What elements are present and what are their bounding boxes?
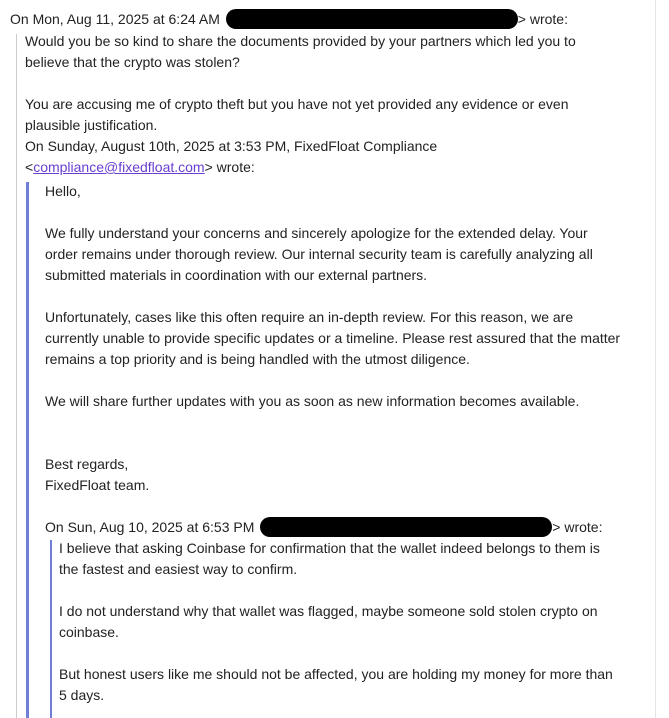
compliance-attribution-prefix: On Sun, Aug 10, 2025 at 6:53 PM bbox=[45, 519, 255, 535]
compliance-signoff: Best regards, bbox=[45, 456, 129, 472]
reply1-p2-line1: You are accusing me of crypto theft but you have not yet provided any evidence or even bbox=[25, 96, 569, 112]
compliance-p2-line2: currently unable to provide specific updates or a timeline. Please rest assured that the matter bbox=[45, 330, 621, 346]
compliance-p2-line3: remains a top priority and is being handled with the utmost diligence. bbox=[45, 351, 470, 367]
quote-bar-level-3 bbox=[50, 540, 52, 718]
attr-close: > wrote: bbox=[204, 159, 255, 175]
user2-p2-line2: coinbase. bbox=[59, 624, 119, 640]
quote-header bbox=[10, 9, 568, 30]
reply1-attribution-line2 bbox=[25, 157, 255, 178]
user2-p3-line1: But honest users like me should not be affected, you are holding my money for more than bbox=[59, 666, 613, 682]
redacted-sender bbox=[226, 9, 518, 29]
attr-open-bracket: < bbox=[25, 159, 34, 175]
user2-p1-line2: the fastest and easiest way to confirm. bbox=[59, 561, 298, 577]
compliance-greeting: Hello, bbox=[45, 183, 81, 199]
compliance-p3: We will share further updates with you as soon as new information becomes available. bbox=[45, 393, 580, 409]
pane-border bbox=[655, 0, 656, 718]
quote-header-prefix: On Mon, Aug 11, 2025 at 6:24 AM bbox=[10, 11, 220, 27]
quote-bar-level-2 bbox=[26, 182, 29, 718]
quote-header-suffix: > wrote: bbox=[517, 11, 568, 27]
compliance-attribution bbox=[45, 517, 602, 538]
user2-p2-line1: I do not understand why that wallet was flagged, maybe someone sold stolen crypto on bbox=[59, 603, 598, 619]
user2-p1-line1: I believe that asking Coinbase for confirmation that the wallet indeed belongs to them is bbox=[59, 540, 600, 556]
reply1-p1-line1: Would you be so kind to share the documents provided by your partners which led you to bbox=[25, 33, 576, 49]
quote-bar-level-1 bbox=[16, 34, 17, 718]
compliance-signature: FixedFloat team. bbox=[45, 477, 150, 493]
user2-p3-line2: 5 days. bbox=[59, 687, 105, 703]
compliance-email-link[interactable]: compliance@fixedfloat.com bbox=[33, 159, 205, 175]
reply1-p2-line2: plausible justification. bbox=[25, 117, 158, 133]
compliance-p1-line2: order remains under thorough review. Our internal security team is carefully analyzing all bbox=[45, 246, 593, 262]
reply1-p1-line2: believe that the crypto was stolen? bbox=[25, 54, 240, 70]
compliance-attribution-suffix: > wrote: bbox=[552, 519, 603, 535]
compliance-p1-line1: We fully understand your concerns and sincerely apologize for the extended delay. Your bbox=[45, 225, 588, 241]
compliance-p2-line1: Unfortunately, cases like this often require an in-depth review. For this reason, we are bbox=[45, 309, 574, 325]
reply1-attribution-line1: On Sunday, August 10th, 2025 at 3:53 PM, FixedFloat Compliance bbox=[25, 138, 438, 154]
compliance-p1-line3: submitted materials in coordination with our external partners. bbox=[45, 267, 428, 283]
redacted-sender-2 bbox=[260, 517, 552, 537]
